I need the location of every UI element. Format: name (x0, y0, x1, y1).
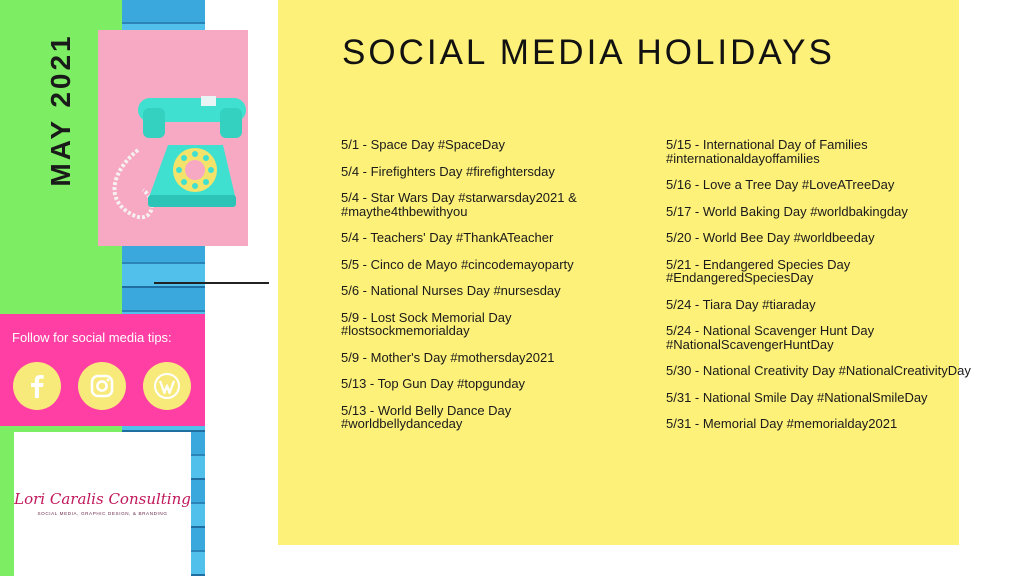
page-title: SOCIAL MEDIA HOLIDAYS (342, 33, 835, 72)
holiday-entry: 5/1 - Space Day #SpaceDay (341, 137, 506, 152)
holiday-entry: 5/9 - Mother's Day #mothersday2021 (341, 349, 555, 365)
holiday-entry: 5/31 - National Smile Day #NationalSmileDay (666, 389, 928, 405)
holiday-entry: 5/20 - World Bee Day #worldbeeday (666, 230, 875, 245)
brand-tagline: SOCIAL MEDIA, GRAPHIC DESIGN, & BRANDING (37, 511, 168, 516)
holiday-entry: 5/4 - Star Wars Day #starwarsday2021 & #maythe4thbewithyou (341, 190, 577, 219)
telephone-icon (98, 30, 248, 246)
holiday-entry: 5/13 - World Belly Dance Day #worldbellydanceday (341, 402, 512, 431)
holiday-entry: 5/17 - World Baking Day #worldbakingday (666, 203, 908, 219)
holiday-entry: 5/24 - Tiara Day #tiaraday (666, 296, 816, 312)
holiday-entry: 5/21 - Endangered Species Day #EndangeredSpeciesDay (666, 256, 851, 285)
wordpress-icon[interactable] (143, 362, 191, 410)
holiday-entry: 5/13 - Top Gun Day #topgunday (341, 376, 526, 391)
facebook-icon[interactable] (13, 362, 61, 410)
follow-panel (0, 314, 205, 426)
telephone-image (98, 30, 248, 246)
holiday-entry: 5/15 - International Day of Families #internationaldayoffamilies (666, 137, 868, 166)
follow-label: Follow for social media tips: (12, 330, 172, 345)
brand-logo: Lori Caralis Consulting (14, 490, 191, 508)
holiday-entry: 5/24 - National Scavenger Hunt Day #NationalScavengerHuntDay (666, 323, 875, 352)
holiday-list-right (666, 138, 996, 444)
instagram-icon[interactable] (78, 362, 126, 410)
holiday-entry: 5/4 - Firefighters Day #firefightersday (341, 163, 555, 179)
holiday-entry: 5/9 - Lost Sock Memorial Day #lostsockmemorialday (341, 309, 512, 338)
holiday-entry: 5/16 - Love a Tree Day #LoveATreeDay (666, 177, 895, 192)
holiday-list-left (341, 138, 671, 444)
month-label: MAY 2021 (45, 33, 76, 187)
holiday-entry: 5/5 - Cinco de Mayo #cincodemayoparty (341, 256, 574, 272)
holiday-entry: 5/6 - National Nurses Day #nursesday (341, 283, 561, 298)
holidays-panel (278, 0, 971, 545)
holiday-entry: 5/31 - Memorial Day #memorialday2021 (666, 416, 898, 431)
brand-logo-card (14, 432, 191, 576)
holiday-entry: 5/30 - National Creativity Day #NationalCreativityDay (666, 363, 971, 378)
holiday-entry: 5/4 - Teachers' Day #ThankATeacher (341, 230, 554, 245)
divider-line (154, 282, 269, 284)
